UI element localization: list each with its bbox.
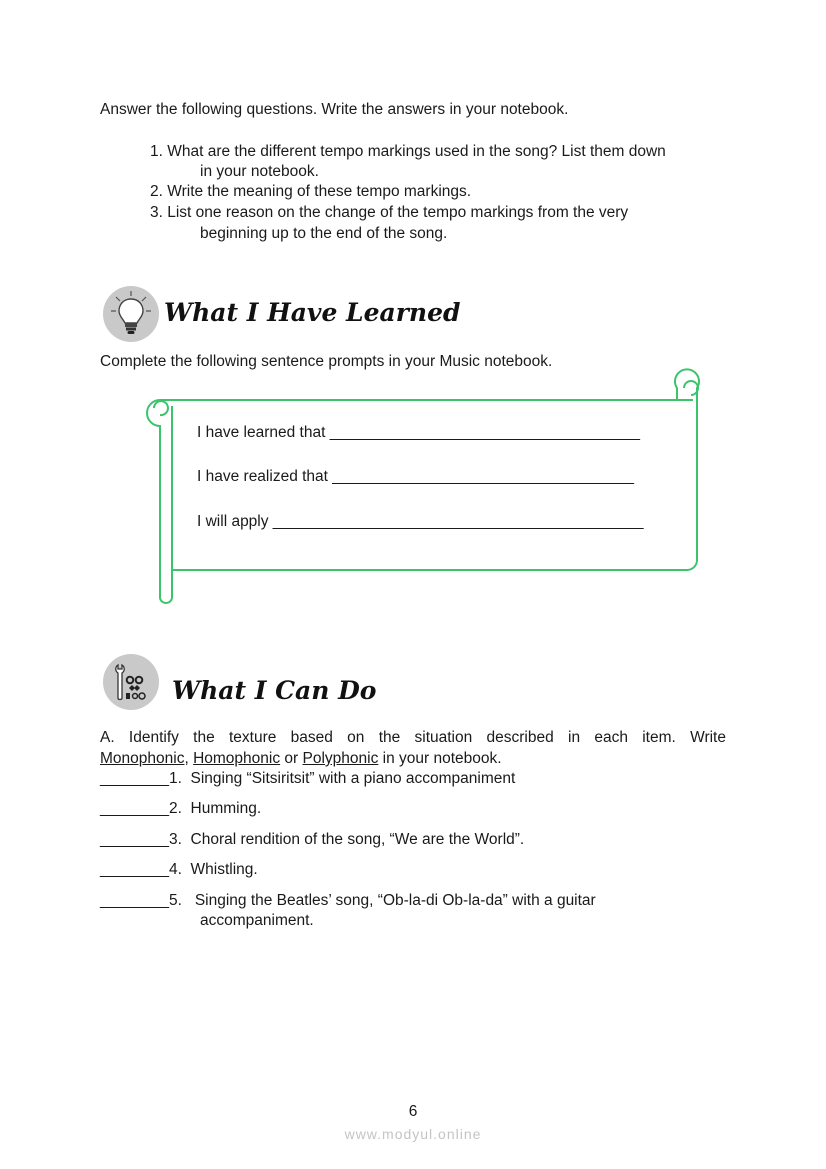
- option-polyphonic: Polyphonic: [302, 750, 379, 767]
- lightbulb-icon: [103, 286, 159, 342]
- list-item: [100, 860, 258, 880]
- question-3-line-2: beginning up to the end of the song.: [200, 225, 448, 242]
- item-1-text: Singing “Sitsiritsit” with a piano accompaniment: [190, 770, 516, 787]
- list-item: [100, 830, 524, 850]
- list-item: [100, 799, 261, 819]
- item-3-blank: ________3.: [100, 831, 182, 848]
- item-5-text: Singing the Beatles’ song, “Ob-la-di Ob-la-da” with a guitar: [194, 892, 596, 909]
- prompt-learned: I have learned that ____________________________________: [197, 424, 641, 441]
- questions-instruction: Answer the following questions. Write the answers in your notebook.: [100, 101, 569, 118]
- learned-title: What I Have Learned: [164, 298, 461, 327]
- prompt-realized: I have realized that ___________________________________: [197, 468, 634, 485]
- item-5-blank: ________5.: [100, 892, 182, 909]
- can-do-instruction: A. Identify the texture based on the situation described in each item. Write: [100, 729, 726, 746]
- option-separator-or: or: [280, 750, 303, 767]
- watermark: www.modyul.online: [344, 1126, 482, 1142]
- prompt-apply: I will apply ___________________________________________: [197, 513, 644, 530]
- instruction-end: in your notebook.: [378, 750, 502, 767]
- question-3-line-1: 3. List one reason on the change of the tempo markings from the very: [150, 204, 629, 221]
- item-1-blank: ________1.: [100, 770, 182, 787]
- option-monophonic: Monophonic: [100, 750, 185, 767]
- question-2: 2. Write the meaning of these tempo markings.: [150, 183, 472, 200]
- can-do-instruction-options: [100, 749, 502, 769]
- item-4-text: Whistling.: [190, 861, 258, 878]
- page-number: 6: [408, 1103, 418, 1120]
- item-2-text: Humming.: [190, 800, 262, 817]
- can-do-title: What I Can Do: [172, 676, 377, 705]
- list-item: [100, 891, 596, 911]
- item-2-blank: ________2.: [100, 800, 182, 817]
- item-5-text-continued: accompaniment.: [200, 912, 314, 929]
- item-4-blank: ________4.: [100, 861, 182, 878]
- option-homophonic: Homophonic: [193, 750, 281, 767]
- list-item: [100, 769, 515, 789]
- option-separator-comma: ,: [184, 750, 194, 767]
- learned-instruction: Complete the following sentence prompts in your Music notebook.: [100, 353, 553, 370]
- question-1-line-1: 1. What are the different tempo markings used in the song? List them down: [150, 143, 666, 160]
- question-1-line-2: in your notebook.: [200, 163, 319, 180]
- tools-icon: [103, 654, 159, 710]
- item-3-text: Choral rendition of the song, “We are the World”.: [190, 831, 525, 848]
